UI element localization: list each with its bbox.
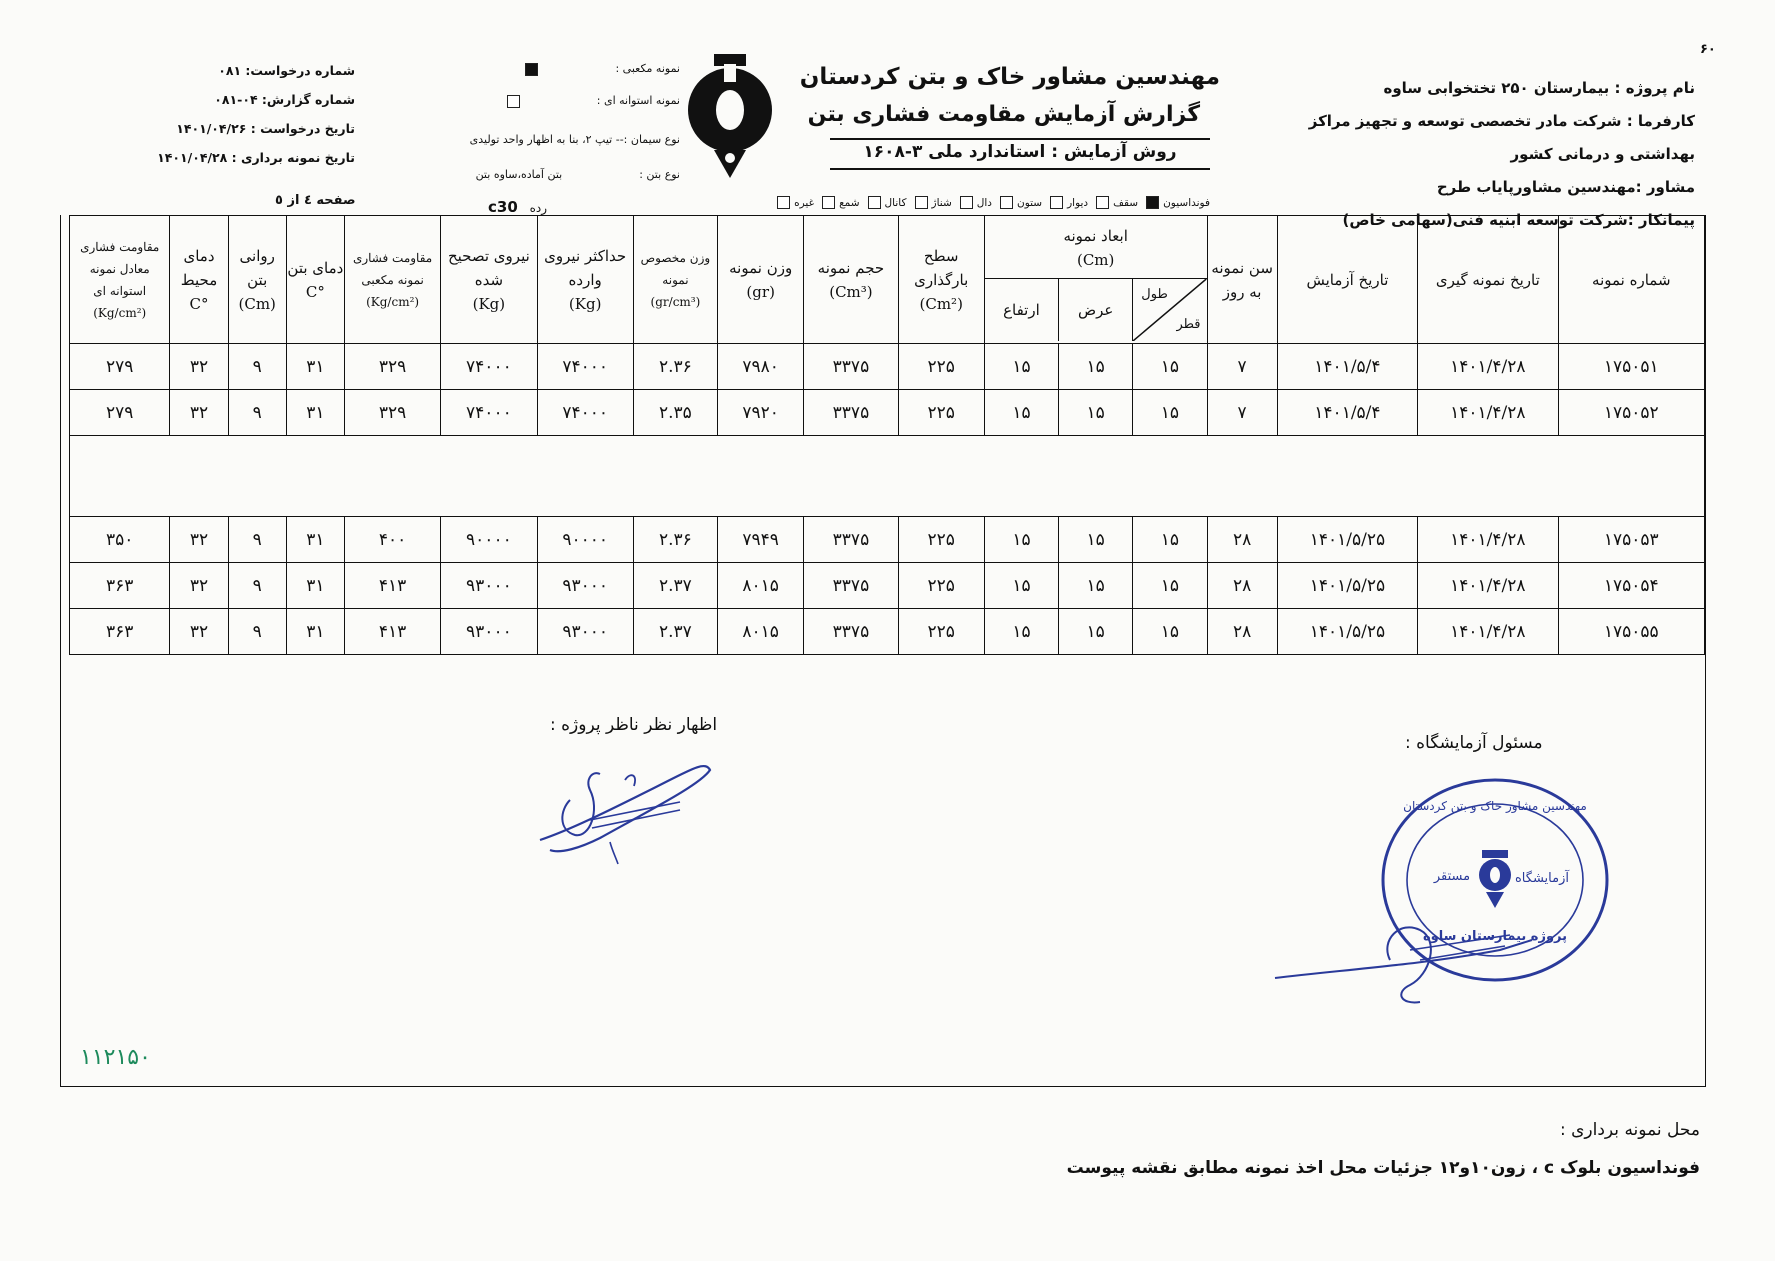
col-ambient-temp: دمای محیط °C: [170, 216, 228, 344]
project-supervisor-label: اظهار نظر ناظر پروژه :: [550, 715, 718, 735]
stamp-bottom-text: پروژه بیمارستان ساوه: [1422, 929, 1568, 944]
element-option: [1050, 197, 1088, 209]
project-info: [1309, 72, 1695, 237]
company-title: مهندسین مشاور خاک و بتن کردستان: [799, 64, 1220, 90]
col-weight: وزن نمونه (gr): [718, 216, 804, 344]
col-area: سطح بارگذاری (Cm²): [898, 216, 984, 344]
cell-slump: ۹: [228, 344, 286, 390]
cell-slump: ۹: [228, 563, 286, 609]
cell-height: ۱۵: [984, 390, 1058, 436]
contractor: پیمانکار :شرکت توسعه ابنیه فنی(سهامی خاص): [1342, 211, 1695, 229]
cell-weight: ۸۰۱۵: [718, 609, 804, 655]
cell-sampling-date: ۱۴۰۱/۴/۲۸: [1418, 344, 1558, 390]
element-checkbox[interactable]: [1050, 196, 1063, 209]
cell-concrete-temp: ۳۱: [286, 390, 344, 436]
grade-value: c30: [488, 198, 518, 216]
col-test-date: تاریخ آزمایش: [1277, 216, 1417, 344]
consultant: مشاور :مهندسین مشاورپایاب طرح: [1436, 178, 1695, 196]
cell-test-date: ۱۴۰۱/۵/۴: [1277, 344, 1417, 390]
cell-max-force: ۷۴۰۰۰: [537, 390, 633, 436]
company-logo: [684, 52, 776, 184]
element-option: [915, 197, 952, 209]
cell-width: ۱۵: [1059, 563, 1133, 609]
cell-concrete-temp: ۳۱: [286, 517, 344, 563]
lab-responsible-label: مسئول آزمایشگاه :: [1405, 733, 1543, 753]
cell-test-date: ۱۴۰۱/۵/۲۵: [1277, 563, 1417, 609]
grade: [488, 198, 547, 216]
cylinder-label: نمونه استوانه ای :: [596, 94, 680, 107]
cell-weight: ۸۰۱۵: [718, 563, 804, 609]
cell-test-date: ۱۴۰۱/۵/۲۵: [1277, 609, 1417, 655]
cell-slump: ۹: [228, 390, 286, 436]
cell-area: ۲۲۵: [898, 517, 984, 563]
cell-sampling-date: ۱۴۰۱/۴/۲۸: [1418, 390, 1558, 436]
element-checkbox[interactable]: [777, 196, 790, 209]
title-underline: [830, 168, 1210, 170]
cell-cyl-strength: ۲۷۹: [70, 390, 170, 436]
cell-max-force: ۹۰۰۰۰: [537, 517, 633, 563]
cell-sampling-date: ۱۴۰۱/۴/۲۸: [1418, 563, 1558, 609]
table-header-row: [70, 216, 1705, 344]
cell-corrected-force: ۷۴۰۰۰: [441, 390, 537, 436]
element-option-label: شناژ: [931, 196, 952, 209]
cell-width: ۱۵: [1059, 344, 1133, 390]
structural-elements: [769, 196, 1210, 209]
cell-age: ۲۸: [1207, 517, 1277, 563]
element-option: [1000, 197, 1042, 209]
cell-ambient-temp: ۳۲: [170, 390, 228, 436]
cell-test-date: ۱۴۰۱/۵/۴: [1277, 390, 1417, 436]
element-option-label: دال: [976, 196, 992, 209]
table-row: [70, 517, 1705, 563]
cell-sampling-date: ۱۴۰۱/۴/۲۸: [1418, 517, 1558, 563]
cell-cube-strength: ۳۲۹: [344, 390, 440, 436]
cell-sample-no: ۱۷۵۰۵۱: [1558, 344, 1704, 390]
element-option: [1146, 197, 1210, 209]
table-gap-row: [70, 436, 1705, 517]
cell-volume: ۳۳۷۵: [804, 517, 898, 563]
cell-width: ۱۵: [1059, 517, 1133, 563]
cell-volume: ۳۳۷۵: [804, 390, 898, 436]
cell-test-date: ۱۴۰۱/۵/۲۵: [1277, 517, 1417, 563]
corner-mark: ۶۰: [1700, 42, 1716, 57]
col-cyl-strength: مقاومت فشاری معادل نمونه استوانه ای (Kg/cm²): [70, 216, 170, 344]
cell-height: ۱۵: [984, 517, 1058, 563]
col-dimensions: ابعاد نمونه (Cm) طول قطر عرض ارتفاع: [984, 216, 1207, 344]
table-row: [70, 563, 1705, 609]
request-date: تاریخ درخواست : ۱۴۰۱/۰۴/۲۶: [176, 121, 355, 136]
cell-ambient-temp: ۳۲: [170, 517, 228, 563]
cell-cyl-strength: ۲۷۹: [70, 344, 170, 390]
sampling-location-value: فونداسیون بلوک c ، زون۱۰و۱۲ جزئیات محل اخذ نمونه مطابق نقشه پیوست: [1066, 1158, 1700, 1178]
lab-signature: [1270, 880, 1540, 1010]
cell-max-force: ۹۳۰۰۰: [537, 609, 633, 655]
element-option-label: سقف: [1113, 196, 1139, 209]
project-name: نام پروژه : بیمارستان ۲۵۰ تختخوابی ساوه: [1383, 79, 1695, 97]
cement-type: نوع سیمان :-- تیپ ۲، بنا به اظهار واحد تولیدی: [469, 133, 680, 146]
cell-width: ۱۵: [1059, 390, 1133, 436]
employer-line-1: کارفرما : شرکت مادر تخصصی توسعه و تجهیز مراکز: [1308, 112, 1695, 130]
stamp-ring-text: مهندسین مشاور خاک و بتن کردستان: [1403, 799, 1587, 813]
col-height: ارتفاع: [1003, 301, 1040, 319]
cell-density: ۲.۳۶: [633, 344, 717, 390]
cell-weight: ۷۹۲۰: [718, 390, 804, 436]
cell-cyl-strength: ۳۶۳: [70, 563, 170, 609]
element-checkbox[interactable]: [868, 196, 881, 209]
cell-density: ۲.۳۶: [633, 517, 717, 563]
col-age: سن نمونه به روز: [1207, 216, 1277, 344]
col-density: وزن مخصوص نمونه (gr/cm³): [633, 216, 717, 344]
col-length-diameter: طول قطر: [1132, 279, 1206, 341]
concrete-type-value: بتن آماده،ساوه بتن: [475, 168, 563, 181]
test-method: روش آزمایش : استاندارد ملی ۳-۱۶۰۸: [830, 138, 1210, 162]
cell-sampling-date: ۱۴۰۱/۴/۲۸: [1418, 609, 1558, 655]
cell-density: ۲.۳۷: [633, 609, 717, 655]
cell-height: ۱۵: [984, 609, 1058, 655]
cube-label: نمونه مکعبی :: [615, 62, 680, 75]
col-slump: روانی بتن (Cm): [228, 216, 286, 344]
cell-sample-no: ۱۷۵۰۵۳: [1558, 517, 1704, 563]
col-cube-strength: مقاومت فشاری نمونه مکعبی (Kg/cm²): [344, 216, 440, 344]
report-number: شماره گزارش: ۰۴-۰۸۱: [214, 92, 355, 107]
cell-height: ۱۵: [984, 563, 1058, 609]
cell-height: ۱۵: [984, 344, 1058, 390]
element-option-label: ستون: [1016, 196, 1043, 209]
cell-volume: ۳۳۷۵: [804, 609, 898, 655]
element-option: [822, 197, 859, 209]
table-row: [70, 390, 1705, 436]
cell-age: ۲۸: [1207, 609, 1277, 655]
concrete-type-label: نوع بتن :: [639, 168, 680, 181]
cell-corrected-force: ۹۳۰۰۰: [441, 563, 537, 609]
table-row: [70, 609, 1705, 655]
cell-slump: ۹: [228, 517, 286, 563]
results-table: [69, 215, 1705, 655]
sample-info: [380, 58, 680, 188]
cell-ambient-temp: ۳۲: [170, 563, 228, 609]
cell-cube-strength: ۳۲۹: [344, 344, 440, 390]
cell-sample-no: ۱۷۵۰۵۴: [1558, 563, 1704, 609]
element-option-label: فونداسیون: [1163, 196, 1210, 209]
handwritten-number: ۱۱۲۱۵۰: [80, 1045, 151, 1070]
element-checkbox[interactable]: [822, 196, 835, 209]
element-checkbox[interactable]: [915, 196, 928, 209]
cell-weight: ۷۹۸۰: [718, 344, 804, 390]
cell-length: ۱۵: [1133, 609, 1207, 655]
grade-label: رده: [529, 201, 548, 215]
stamp-left-text: مستقر: [1433, 869, 1471, 884]
cell-age: ۷: [1207, 390, 1277, 436]
request-number: شماره درخواست: ۰۸۱: [218, 63, 355, 78]
cell-length: ۱۵: [1133, 344, 1207, 390]
cube-checkbox[interactable]: [525, 63, 538, 76]
cell-density: ۲.۳۷: [633, 563, 717, 609]
col-width: عرض: [1058, 279, 1132, 341]
col-corrected-force: نیروی تصحیح شده (Kg): [441, 216, 537, 344]
col-volume: حجم نمونه (Cm³): [804, 216, 898, 344]
element-option: [960, 197, 992, 209]
supervisor-signature: [530, 750, 720, 870]
col-concrete-temp: دمای بتن °C: [286, 216, 344, 344]
cell-max-force: ۹۳۰۰۰: [537, 563, 633, 609]
table-row: [70, 344, 1705, 390]
cylinder-checkbox[interactable]: [507, 95, 520, 108]
element-option: [868, 197, 907, 209]
col-sampling-date: تاریخ نمونه گیری: [1418, 216, 1558, 344]
stamp-right-text: آزمایشگاه: [1515, 871, 1569, 886]
element-checkbox[interactable]: [960, 196, 973, 209]
cell-area: ۲۲۵: [898, 609, 984, 655]
cell-concrete-temp: ۳۱: [286, 344, 344, 390]
sampling-date: تاریخ نمونه برداری : ۱۴۰۱/۰۴/۲۸: [157, 150, 355, 165]
cell-weight: ۷۹۴۹: [718, 517, 804, 563]
cell-concrete-temp: ۳۱: [286, 563, 344, 609]
cell-max-force: ۷۴۰۰۰: [537, 344, 633, 390]
cell-corrected-force: ۹۰۰۰۰: [441, 517, 537, 563]
cell-area: ۲۲۵: [898, 563, 984, 609]
employer-line-2: بهداشتی و درمانی کشور: [1510, 145, 1695, 163]
element-option: [777, 197, 814, 209]
cell-area: ۲۲۵: [898, 344, 984, 390]
cell-age: ۷: [1207, 344, 1277, 390]
cell-width: ۱۵: [1059, 609, 1133, 655]
cell-sample-no: ۱۷۵۰۵۵: [1558, 609, 1704, 655]
cell-corrected-force: ۹۳۰۰۰: [441, 609, 537, 655]
col-max-force: حداکثر نیروی وارده (Kg): [537, 216, 633, 344]
cell-slump: ۹: [228, 609, 286, 655]
cell-area: ۲۲۵: [898, 390, 984, 436]
cell-length: ۱۵: [1133, 563, 1207, 609]
cell-length: ۱۵: [1133, 390, 1207, 436]
col-sample-no: شماره نمونه: [1558, 216, 1704, 344]
cell-concrete-temp: ۳۱: [286, 609, 344, 655]
cell-cube-strength: ۴۰۰: [344, 517, 440, 563]
cell-density: ۲.۳۵: [633, 390, 717, 436]
element-option-label: دیوار: [1067, 196, 1089, 209]
element-option-label: کانال: [884, 196, 907, 209]
cell-sample-no: ۱۷۵۰۵۲: [1558, 390, 1704, 436]
cell-cyl-strength: ۳۵۰: [70, 517, 170, 563]
sampling-location-label: محل نمونه برداری :: [1559, 1120, 1700, 1140]
cell-corrected-force: ۷۴۰۰۰: [441, 344, 537, 390]
request-info: [157, 56, 355, 172]
page-indicator: صفحه ٤ از ٥: [275, 193, 356, 208]
element-option-label: غیره: [794, 196, 815, 209]
element-checkbox[interactable]: [1096, 196, 1109, 209]
cell-cyl-strength: ۳۶۳: [70, 609, 170, 655]
cell-length: ۱۵: [1133, 517, 1207, 563]
cell-age: ۲۸: [1207, 563, 1277, 609]
element-option: [1096, 197, 1138, 209]
cell-volume: ۳۳۷۵: [804, 344, 898, 390]
element-checkbox[interactable]: [1146, 196, 1159, 209]
cell-volume: ۳۳۷۵: [804, 563, 898, 609]
cell-cube-strength: ۴۱۳: [344, 563, 440, 609]
element-checkbox[interactable]: [1000, 196, 1013, 209]
cell-cube-strength: ۴۱۳: [344, 609, 440, 655]
cell-ambient-temp: ۳۲: [170, 609, 228, 655]
element-option-label: شمع: [839, 196, 860, 209]
cell-ambient-temp: ۳۲: [170, 344, 228, 390]
report-title: گزارش آزمایش مقاومت فشاری بتن: [807, 102, 1200, 127]
